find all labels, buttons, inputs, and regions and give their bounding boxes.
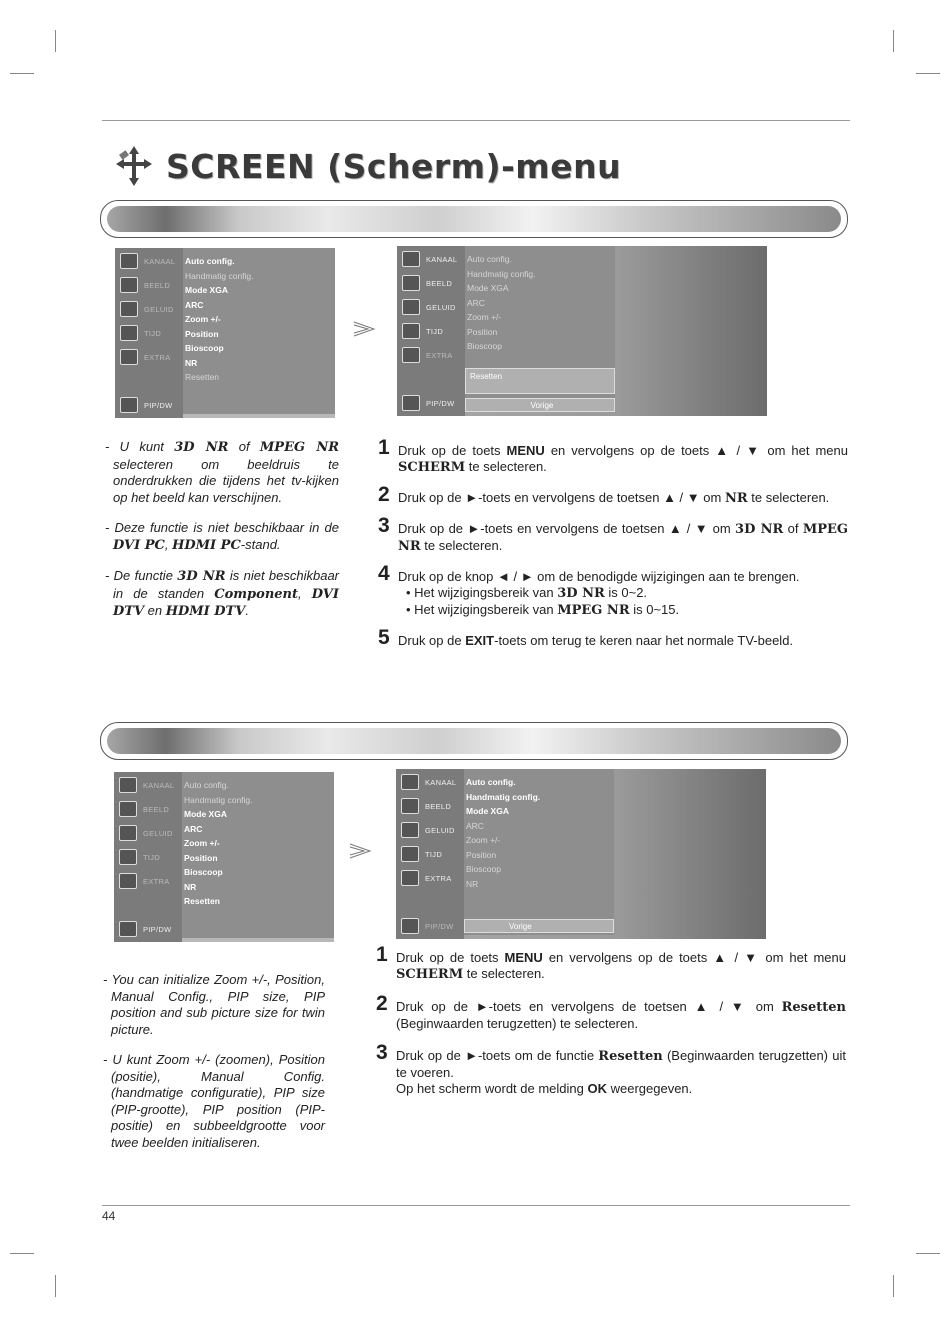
speaker-icon [120,301,138,317]
speaker-icon [119,825,137,841]
osd-option: NR [184,881,197,892]
osd-option: Position [185,328,219,339]
osd-item-beeld: BEELD [115,274,183,296]
osd-item-beeld: BEELD [114,798,182,820]
osd-item-tijd: TIJD [115,322,183,344]
picture-icon [120,277,138,293]
antenna-icon [119,777,137,793]
pip-icon [402,395,420,411]
osd-option: ARC [185,299,204,310]
osd-item-pipdw: PIP/DW [115,394,183,416]
osd-option: Resetten [185,372,220,382]
clock-icon [402,323,420,339]
pip-icon [401,918,419,934]
step: 5 Druk op de EXIT-toets om terug te keren naar het normale TV-beeld. [378,626,794,649]
osd-sidebar [115,248,183,418]
osd-option-list [467,252,613,354]
osd-option: NR [466,878,479,889]
osd-sidebar [397,246,465,416]
osd-option: Bioscoop [185,343,224,353]
osd-option: Position [467,326,498,337]
note: - You can initialize Zoom +/-, Position, Manual Config., PIP size, PIP position and sub picture size for twin picture. [103,972,325,1037]
note: - De functie 3D NR is niet beschikbaar in de standen Component, DVI DTV en HDMI DTV. [105,568,340,619]
osd-sidebar [114,772,182,942]
osd-option: Handmatig config. [467,268,536,279]
crop-mark [10,73,34,74]
osd-option-list [185,254,331,385]
osd-item-extra: EXTRA [114,870,182,892]
osd-item-beeld: BEELD [397,272,465,294]
crop-mark [916,73,940,74]
osd-item-extra: EXTRA [115,346,183,368]
osd-item-geluid: GELUID [396,819,464,841]
step: 4 Druk op de knop ◄ / ► om de benodigde wijzigingen aan te brengen. • Het wijzigingsbereik van 3D NR is 0~2. • Het wijzigingsbereik van MPEG NR is 0~15. [378,562,800,618]
picture-icon [119,801,137,817]
osd-item-geluid: GELUID [397,296,465,318]
title-text: SCREEN (Scherm)-menu [166,146,622,186]
osd-submenu-bar: Resetten [465,368,615,394]
crop-mark [10,1253,34,1254]
osd-item-tijd: TIJD [397,320,465,342]
wrench-icon [402,347,420,363]
crop-mark [893,30,894,52]
note: - Deze functie is niet beschikbaar in de DVI PC, HDMI PC-stand. [105,520,339,553]
osd-option: Auto config. [184,780,229,790]
osd-option: NR [185,357,198,368]
osd-item-geluid: GELUID [114,822,182,844]
clock-icon [120,325,138,341]
osd-option: Bioscoop [466,864,501,874]
osd-option: Bioscoop [467,341,502,351]
osd-screenshot-menu [114,772,334,942]
osd-item-geluid: GELUID [115,298,183,320]
page-number: 44 [102,1209,116,1223]
osd-screenshot-reset [396,769,766,939]
section-band-1 [100,200,848,238]
osd-option: ARC [467,297,485,308]
next-arrow-icon [348,842,374,860]
osd-item-extra: EXTRA [397,344,465,366]
picture-icon [401,798,419,814]
antenna-icon [402,251,420,267]
osd-option: Mode XGA [466,806,509,816]
page-title [112,144,621,188]
osd-option: Position [184,852,218,863]
crop-mark [55,30,56,52]
osd-item-kanaal: KANAAL [114,774,182,796]
osd-option-list [184,778,330,909]
osd-item-beeld: BEELD [396,795,464,817]
step: 3 Druk op de ►-toets en vervolgens de toetsen ▲ / ▼ om 3D NR of MPEG NR te selecteren. [378,514,848,554]
osd-option: ARC [184,823,203,834]
osd-option: Zoom +/- [466,835,501,845]
next-arrow-icon [352,320,378,338]
osd-screenshot-menu [115,248,335,418]
osd-item-kanaal: KANAAL [397,248,465,270]
top-rule [102,120,850,121]
osd-option: Auto config. [466,777,516,787]
step: 3 Druk op de ►-toets om de functie Resetten (Beginwaarden terugzetten) uit te voeren. Op het scherm wordt de melding OK weergegeven. [376,1041,846,1096]
crop-mark [55,1275,56,1297]
osd-option: ARC [466,820,484,831]
osd-option: Mode XGA [467,283,509,293]
osd-option: Handmatig config. [185,270,254,281]
notes-section-2 [103,972,325,1165]
speaker-icon [402,299,420,315]
crop-mark [893,1275,894,1297]
step: 1 Druk op de toets MENU en vervolgens op de toets ▲ / ▼ om het menu SCHERM te selecteren. [378,436,849,475]
osd-sidebar [396,769,464,939]
osd-option: Zoom +/- [467,312,502,322]
note: - U kunt Zoom +/- (zoomen), Position (positie), Manual Config. (handmatige configuratie), PIP size (PIP-grootte), PIP position (PIP-positie) en subbeeldgrootte voor twee beelden initialiseren. [103,1052,325,1150]
osd-option: Zoom +/- [184,838,220,848]
osd-item-pipdw: PIP/DW [396,915,464,937]
osd-option: Resetten [184,896,220,906]
antenna-icon [401,774,419,790]
osd-item-extra: EXTRA [396,867,464,889]
osd-option: Handmatig config. [184,794,253,805]
wrench-icon [401,870,419,886]
pip-icon [119,921,137,937]
osd-option-list [466,775,612,891]
step: 2 Druk op de ►-toets en vervolgens de toetsen ▲ / ▼ om Resetten (Beginwaarden terugzetten) te selecteren. [376,992,846,1031]
antenna-icon [120,253,138,269]
picture-icon [402,275,420,291]
osd-option: Position [466,849,497,860]
crop-mark [916,1253,940,1254]
steps-section-2 [376,943,847,1111]
osd-item-tijd: TIJD [396,843,464,865]
osd-option: Handmatig config. [466,791,541,802]
osd-option: Bioscoop [184,867,223,877]
bottom-rule [102,1205,850,1206]
osd-option: Auto config. [185,256,235,266]
clock-icon [401,846,419,862]
osd-option: Zoom +/- [185,314,221,324]
clock-icon [119,849,137,865]
osd-item-kanaal: KANAAL [396,771,464,793]
osd-item-pipdw: PIP/DW [397,392,465,414]
step: 2 Druk op de ►-toets en vervolgens de toetsen ▲ / ▼ om NR te selecteren. [378,483,830,506]
osd-option: Auto config. [467,254,512,264]
osd-option: Mode XGA [185,285,228,295]
speaker-icon [401,822,419,838]
wrench-icon [120,349,138,365]
osd-item-tijd: TIJD [114,846,182,868]
pip-icon [120,397,138,413]
osd-back-bar: Vorige [465,398,615,412]
screen-adjust-icon [112,144,156,188]
step: 1 Druk op de toets MENU en vervolgens op de toets ▲ / ▼ om het menu SCHERM te selecteren. [376,943,847,982]
osd-back-bar: Vorige [464,919,614,933]
osd-option: Mode XGA [184,809,227,819]
note: - U kunt 3D NR of MPEG NR selecteren om beeldruis te onderdrukken die tijdens het tv-kijken op het beeld kan verschijnen. [105,439,340,505]
steps-section-1 [378,436,849,663]
notes-section-1 [105,439,339,635]
osd-item-kanaal: KANAAL [115,250,183,272]
osd-item-pipdw: PIP/DW [114,918,182,940]
section-band-2 [100,722,848,760]
osd-screenshot-nr [397,246,767,416]
wrench-icon [119,873,137,889]
